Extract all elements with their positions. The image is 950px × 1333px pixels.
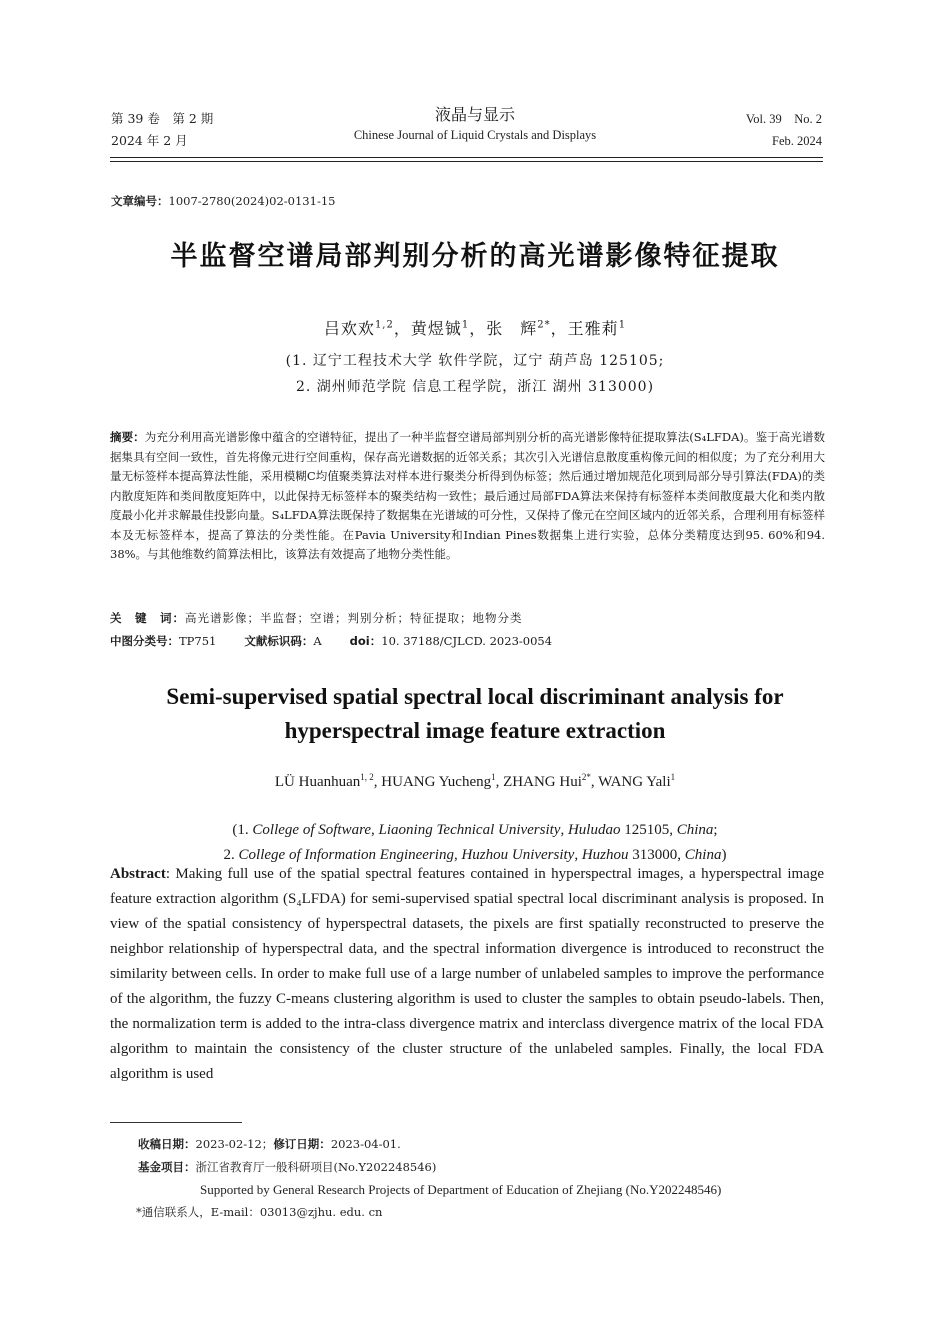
- authors-cn: 吕欢欢$^{1,2}$，黄煜铖$^1$，张 辉$^{2*}$，王雅莉$^1$: [323, 319, 627, 338]
- doi-value: 10. 37188/CJLCD. 2023-0054: [381, 634, 553, 648]
- doi-label: doi：: [349, 634, 382, 648]
- received-label: 收稿日期：: [138, 1137, 196, 1151]
- aff-university: Huzhou University: [461, 847, 575, 863]
- keywords-cn-value: 高光谱影像；半监督；空谱；判别分析；特征提取；地物分类: [185, 611, 523, 625]
- abstract-en-text: Making full use of the spatial spectral features contained in hyperspectral images, a hyperspectral image feature extraction algorithm (S₄LFDA) for semi-supervised spatial spectral local discriminant analysis is proposed. In view of the spatial consistency of hyperspectral datasets, the pixels are first spatially reconstructed to preserve the neighbor relationship of hyperspectral data, and the spectral information divergence is introduced to reconstruct the similarity between cells. In order to make full use of a large number of unlabeled samples to improve the performance of the algorithm, the fuzzy C-means clustering algorithm is used to cluster the samples to obtain pseudo-labels. Then, the normalization term is added to the intra-class divergence matrix and interclass divergence matrix of the local FDA algorithm to maintain the consistency of the cluster structure of the unlabeled samples. Finally, the local FDA algorithm is used: [110, 866, 824, 1082]
- fund-label: 基金项目：: [138, 1160, 196, 1174]
- volume-issue: 第 39 卷 第 2 期: [111, 111, 214, 126]
- footnote-rule: [110, 1122, 242, 1123]
- doc-code-value: A: [313, 634, 322, 648]
- affiliations-en: [0, 818, 950, 868]
- doc-code-label: 文献标识码：: [244, 634, 314, 648]
- title-cn: 半监督空谱局部判别分析的高光谱影像特征提取: [170, 241, 780, 272]
- clc-label: 中图分类号：: [110, 634, 179, 648]
- author-sup: 1: [491, 772, 496, 782]
- article-number: [111, 193, 335, 209]
- author-sup: 1: [670, 772, 676, 782]
- revised-label: 修订日期：: [273, 1137, 331, 1151]
- classification-line: [110, 633, 552, 649]
- aff-city: Huzhou: [581, 847, 629, 863]
- title-en: [0, 680, 950, 748]
- keywords-cn: [110, 610, 523, 626]
- aff-city: Huludao: [567, 822, 621, 838]
- author-cn: 王雅莉: [567, 319, 619, 338]
- issue-date-en: Feb. 2024: [772, 134, 822, 148]
- author-sup: 2*: [537, 319, 551, 331]
- aff-postcode: 125105: [624, 822, 670, 838]
- article-number-label: 文章编号：: [111, 194, 169, 208]
- fund-value: 浙江省教育厅一般科研项目(No.Y202248546): [195, 1160, 437, 1174]
- aff-open: 2.: [223, 847, 239, 863]
- article-number-value: 1007-2780(2024)02-0131-15: [168, 194, 336, 208]
- aff-postcode: 313000: [632, 847, 678, 863]
- abstract-en: Abstract: Making full use of the spatial spectral features contained in hyperspectral images, a hyperspectral image feature extraction algorithm (S₄LFDA) for semi-supervised spatial spectral local discriminant analysis is proposed. In view of the spatial consistency of hyperspectral datasets, the pixels are first spatially reconstructed to preserve the neighbor relationship of hyperspectral data, and the spectral information divergence is introduced to reconstruct the similarity between cells. In order to make full use of a large number of unlabeled samples to improve the performance of the algorithm, the fuzzy C-means clustering algorithm is used to cluster the samples to obtain pseudo-labels. Then, the normalization term is added to the intra-class divergence matrix and interclass divergence matrix of the local FDA algorithm to maintain the consistency of the cluster structure of the unlabeled samples. Finally, the local FDA algorithm is used: [110, 866, 824, 1082]
- affiliation-cn-2: 2. 湖州师范学院 信息工程学院，浙江 湖州 313000): [295, 379, 655, 395]
- footnote-dates: [138, 1136, 401, 1152]
- author-cn: 张 辉: [486, 319, 538, 338]
- received-value: 2023-02-12；: [195, 1137, 274, 1151]
- affiliation-en-1: (1. College of Software, Liaoning Technical University, Huludao 125105, China;: [232, 822, 718, 838]
- author-en: LÜ Huanhuan: [274, 774, 361, 790]
- authors-en: LÜ Huanhuan$^{1, 2}$, HUANG Yucheng$^1$, ZHANG Hui$^{2*}$, WANG Yali$^1$: [274, 772, 676, 790]
- issue-info-en: [746, 108, 822, 152]
- aff-country: China: [684, 847, 722, 863]
- title-en-line-2: hyperspectral image feature extraction: [284, 718, 666, 743]
- header-rule-bottom: [110, 161, 823, 162]
- author-sup: 2*: [581, 772, 591, 782]
- author-sup: 1: [618, 319, 627, 331]
- author-en: WANG Yali: [598, 774, 671, 790]
- author-sup: 1,2: [374, 319, 394, 331]
- aff-country: China: [676, 822, 714, 838]
- author-sup: 1: [461, 319, 470, 331]
- footnote-contact: *通信联系人，E-mail：03013@zjhu. edu. cn: [136, 1205, 383, 1219]
- journal-name-en: Chinese Journal of Liquid Crystals and Displays: [353, 128, 597, 142]
- footnote-fund: [138, 1159, 436, 1175]
- footnote-fund-en: Supported by General Research Projects of Department of Education of Zhejiang (No.Y202248546): [200, 1182, 722, 1197]
- abstract-cn-text: 为充分利用高光谱影像中蕴含的空谱特征，提出了一种半监督空谱局部判别分析的高光谱影像特征提取算法(S₄LFDA)。鉴于高光谱数据集具有空间一致性，首先将像元进行空间重构，保存高光谱数据的近邻关系；其次引入光谱信息散度重构像元间的相似度；为了充分利用大量无标签样本提高算法性能，采用模糊C均值聚类算法对样本进行聚类分析得到伪标签；然后通过增加规范化项到局部分导引算法(FDA)的类内散度矩阵和类间散度矩阵中，以此保持无标签样本的聚类结构一致性；最后通过局部FDA算法来保持有标签样本类间散度最大化和类内散度最小化并求解最佳投影向量。S₄LFDA算法既保持了数据集在光谱域的可分性，又保持了像元在空间区域内的近邻关系，合理利用有标签样本及无标签样本，提高了算法的分类性能。在Pavia University和Indian Pines数据集上进行实验，总体分类精度达到95. 60%和94. 38%。与其他维数约简算法相比，该算法有效提高了地物分类性能。: [110, 430, 825, 561]
- aff-college: College of Software: [252, 822, 372, 838]
- aff-college: College of Information Engineering: [238, 847, 454, 863]
- author-cn: 黄煜铖: [410, 319, 462, 338]
- aff-open: (1.: [232, 822, 253, 838]
- abstract-en-label: Abstract: [110, 866, 166, 882]
- clc-value: TP751: [179, 634, 217, 648]
- author-cn: 吕欢欢: [323, 319, 375, 338]
- keywords-cn-label: 关 键 词：: [110, 611, 185, 625]
- author-en: HUANG Yucheng: [381, 774, 492, 790]
- volume-issue-en: Vol. 39 No. 2: [745, 112, 822, 126]
- title-en-line-1: Semi-supervised spatial spectral local discriminant analysis for: [166, 684, 784, 709]
- header-rule-top: [110, 157, 823, 158]
- affiliation-en-2: 2. College of Information Engineering, Huzhou University, Huzhou 313000, China): [223, 847, 727, 863]
- author-sup: 1, 2: [360, 772, 374, 782]
- abstract-cn: [110, 428, 825, 565]
- affiliations-cn: [0, 348, 950, 400]
- author-en: ZHANG Hui: [503, 774, 582, 790]
- abstract-cn-label: 摘要：: [110, 430, 145, 444]
- aff-university: Liaoning Technical University: [378, 822, 561, 838]
- journal-name-cn: 液晶与显示: [434, 105, 515, 124]
- affiliation-cn-1: (1. 辽宁工程技术大学 软件学院，辽宁 葫芦岛 125105;: [285, 353, 665, 369]
- issue-date: 2024 年 2 月: [111, 133, 188, 148]
- revised-value: 2023-04-01.: [330, 1137, 401, 1151]
